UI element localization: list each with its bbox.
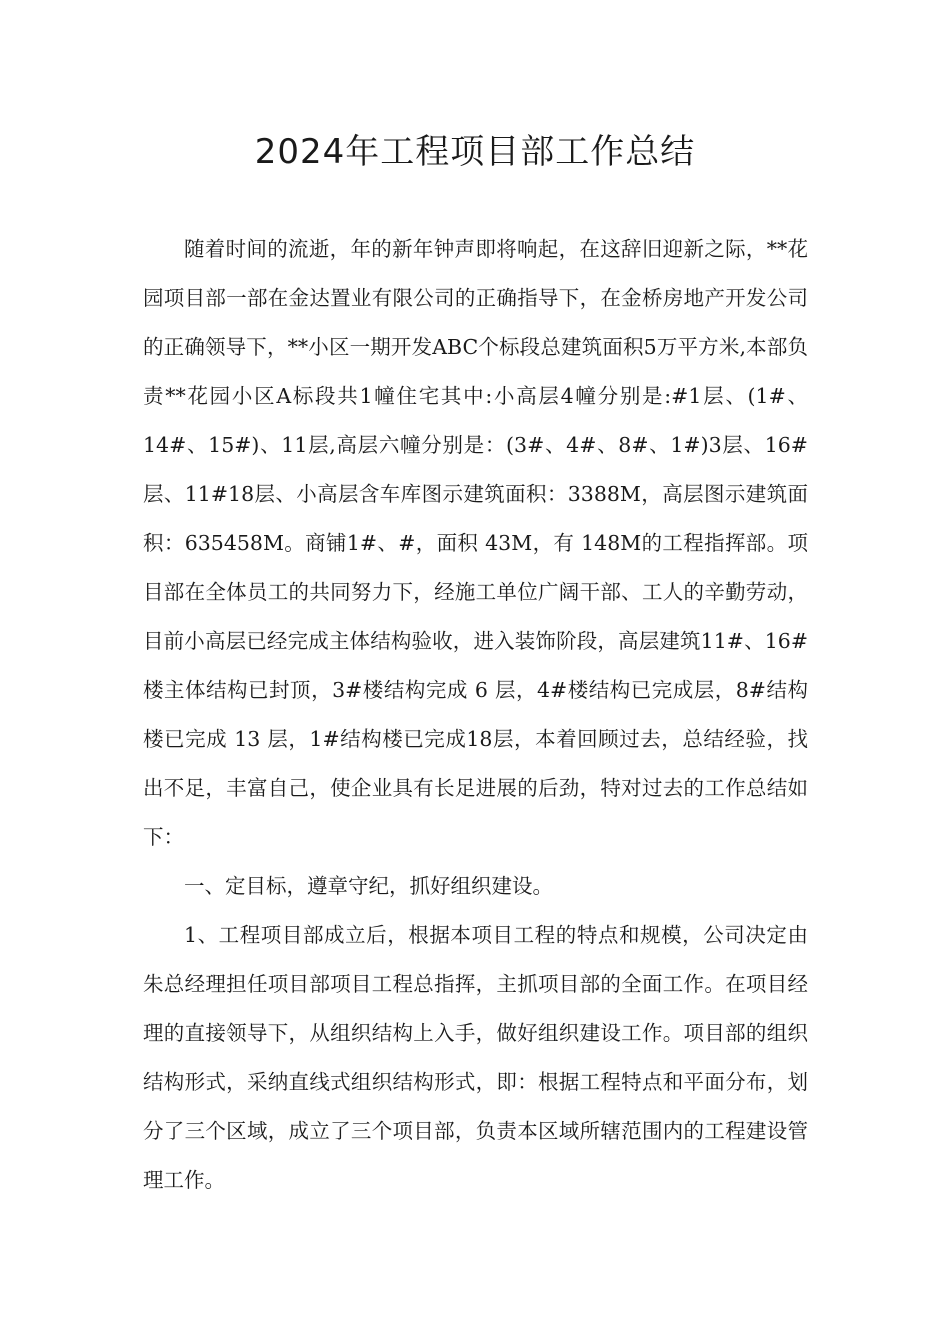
section-heading-1: 一、定目标，遵章守纪，抓好组织建设。 [184, 874, 553, 898]
section-1-paragraph-1: 1、工程项目部成立后，根据本项目工程的特点和规模，公司决定由朱总经理担任项目部项目工程总指挥，主抓项目部的全面工作。在项目经理的直接领导下，从组织结构上入手，做好组织建设工作。项目部的组织结构形式，采纳直线式组织结构形式，即：根据工程特点和平面分布，划分了三个区域，成立了三个项目部，负责本区域所辖范围内的工程建设管理工作。 [143, 923, 808, 1192]
intro-paragraph: 随着时间的流逝，年的新年钟声即将响起，在这辞旧迎新之际，**花园项目部一部在金达置业有限公司的正确指导下，在金桥房地产开发公司的正确领导下，**小区一期开发ABC个标段总建筑面积5万平方米,本部负责**花园小区A标段共1幢住宅其中:小高层4幢分别是:#1层、(1#、14#、15#)、11层,高层六幢分别是：(3#、4#、8#、1#)3层、16#层、11#18层、小高层含车库图示建筑面积：3388M，高层图示建筑面积：635458M。商铺1#、#，面积 43M，有 148M的工程指挥部。项目部在全体员工的共同努力下，经施工单位广阔干部、工人的辛勤劳动，目前小高层已经完成主体结构验收，进入装饰阶段，高层建筑11#、16#楼主体结构已封顶，3#楼结构完成 6 层，4#楼结构已完成层，8#结构楼已完成 13 层，1#结构楼已完成18层，本着回顾过去，总结经验，找出不足，丰富自己，使企业具有长足进展的后劲，特对过去的工作总结如下： [143, 237, 808, 849]
document-title: 2024年工程项目部工作总结 [254, 132, 696, 172]
document-body [143, 225, 808, 1205]
